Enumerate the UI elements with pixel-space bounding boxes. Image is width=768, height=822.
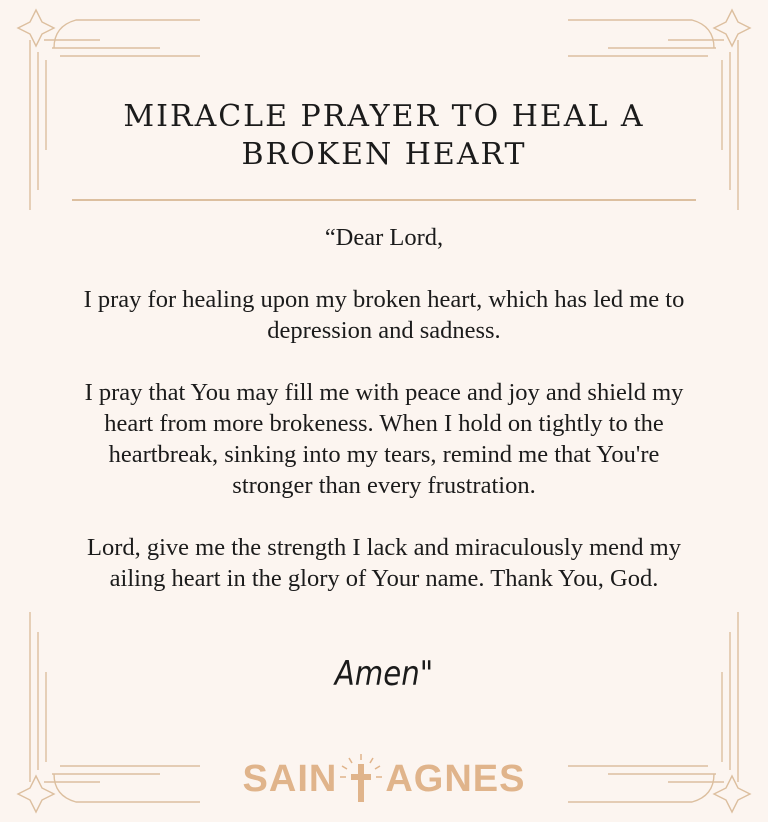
prayer-greeting: “Dear Lord, <box>324 224 444 251</box>
closing-amen: Amen" <box>334 654 434 694</box>
title-divider <box>72 199 696 201</box>
prayer-paragraph-3: Lord, give me the strength I lack and miraculously mend my ailing heart in the glory of Your name. Thank You, God. <box>87 534 681 592</box>
prayer-paragraph-2: I pray that You may fill me with peace and joy and shield my heart from more brokeness. When I hold on tightly to the heartbreak, sinking into my tears, remind me that You're stronger than every frustration. <box>84 379 684 499</box>
logo-text-left: SAIN <box>242 757 338 800</box>
cross-icon <box>338 752 384 806</box>
brand-logo <box>242 752 526 806</box>
corner-ornament-bottom-right <box>568 612 750 812</box>
page-title: MIRACLE PRAYER TO HEAL A BROKEN HEART <box>123 99 645 172</box>
logo-text-right: AGNES <box>385 757 526 800</box>
prayer-paragraph-1: I pray for healing upon my broken heart, which has led me to depression and sadness. <box>83 286 685 344</box>
prayer-text <box>70 222 698 594</box>
corner-ornament-bottom-left <box>18 612 200 812</box>
